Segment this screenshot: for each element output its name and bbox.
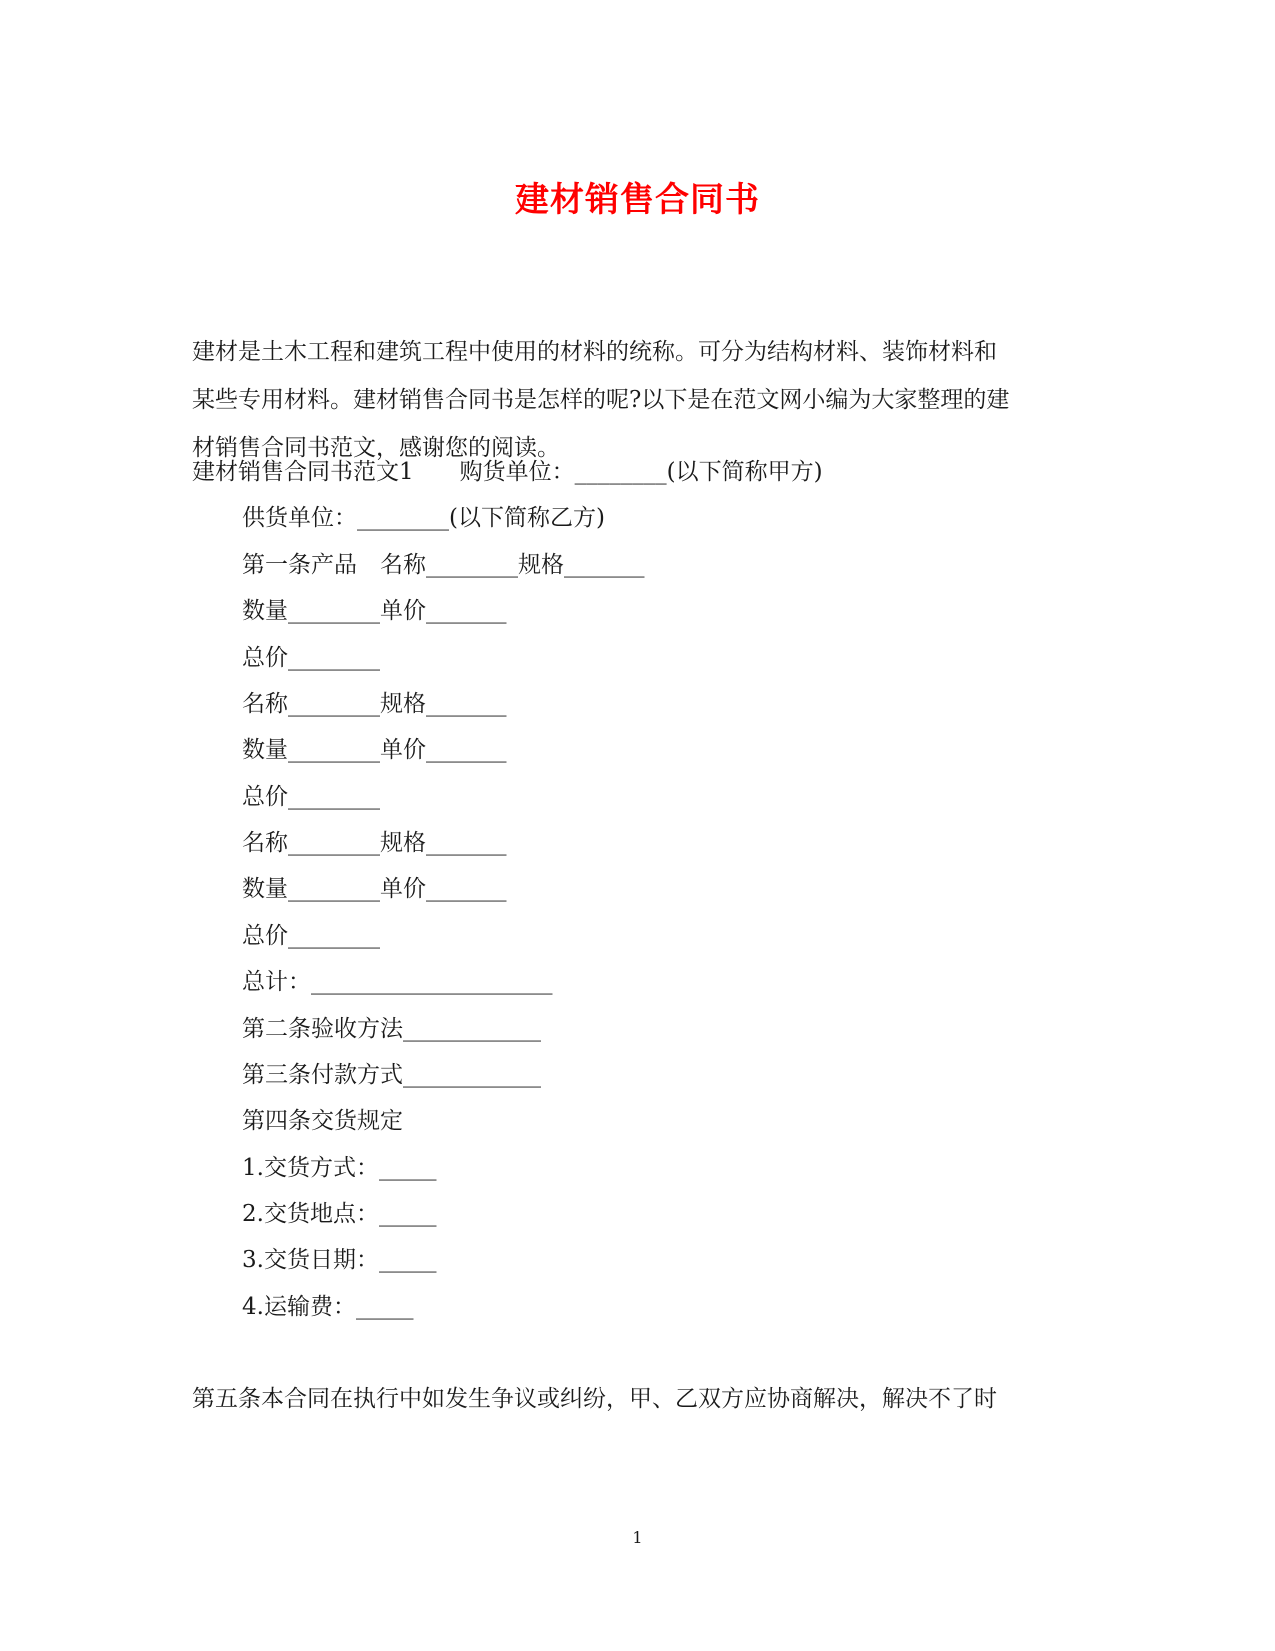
article-2-inspection-line: 第二条验收方法____________ xyxy=(242,1016,541,1042)
quantity-price-line: 数量________单价_______ xyxy=(242,876,507,902)
intro-line: 建材是土木工程和建筑工程中使用的材料的统称。可分为结构材料、装饰材料和 xyxy=(192,339,997,365)
total-price-line: 总价________ xyxy=(242,784,380,810)
name-spec-line: 名称________规格_______ xyxy=(242,830,507,856)
delivery-date-line: 3.交货日期：_____ xyxy=(242,1247,437,1273)
article-5-dispute-line: 第五条本合同在执行中如发生争议或纠纷，甲、乙双方应协商解决，解决不了时 xyxy=(192,1386,997,1412)
article-4-delivery-heading: 第四条交货规定 xyxy=(242,1108,403,1134)
quantity-price-line: 数量________单价_______ xyxy=(242,737,507,763)
article-1-product-line: 第一条产品 名称________规格_______ xyxy=(242,552,645,578)
grand-total-line: 总计：_____________________ xyxy=(242,969,553,995)
quantity-price-line: 数量________单价_______ xyxy=(242,598,507,624)
delivery-method-line: 1.交货方式：_____ xyxy=(242,1155,437,1181)
sample-heading-buyer-line: 建材销售合同书范文1 购货单位：________(以下简称甲方) xyxy=(192,459,823,485)
intro-paragraph xyxy=(192,328,1092,472)
intro-line: 某些专用材料。建材销售合同书是怎样的呢?以下是在范文网小编为大家整理的建 xyxy=(192,387,1010,413)
name-spec-line: 名称________规格_______ xyxy=(242,691,507,717)
supplier-line: 供货单位：________(以下简称乙方) xyxy=(242,505,605,531)
delivery-location-line: 2.交货地点：_____ xyxy=(242,1201,437,1227)
document-title: 建材销售合同书 xyxy=(515,180,760,220)
page-number: 1 xyxy=(632,1528,643,1547)
total-price-line: 总价________ xyxy=(242,923,380,949)
intro-line: 材销售合同书范文，感谢您的阅读。 xyxy=(192,435,560,461)
freight-line: 4.运输费：_____ xyxy=(242,1294,414,1320)
total-price-line: 总价________ xyxy=(242,645,380,671)
article-3-payment-line: 第三条付款方式____________ xyxy=(242,1062,541,1088)
